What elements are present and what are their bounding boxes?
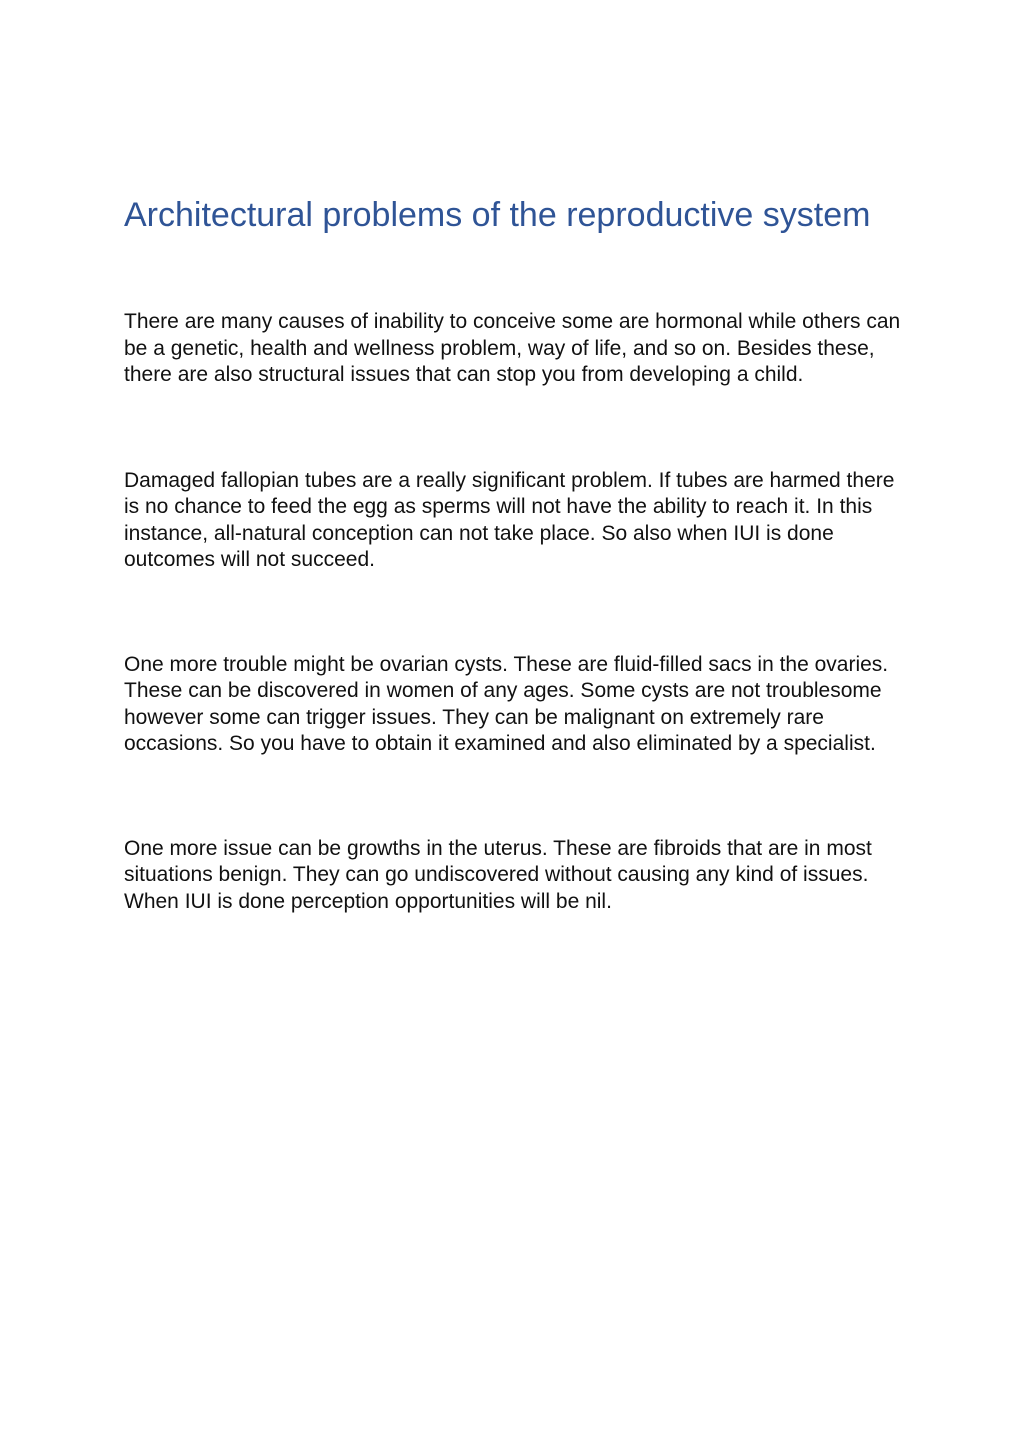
document-content: [124, 193, 914, 915]
document-title: Architectural problems of the reproductive system: [124, 196, 871, 234]
paragraph-ovarian-cysts: One more trouble might be ovarian cysts. These are fluid-filled sacs in the ovaries. These can be discovered in women of any ages. Some cysts are not troublesome however some can trigger issues. They can be malignant on extremely rare occasions. So you have to obtain it examined and also eliminated by a specialist.: [124, 652, 889, 755]
paragraph-infertility-causes: There are many causes of inability to conceive some are hormonal while others can be a genetic, health and wellness problem, way of life, and so on. Besides these, there are also structural issues that can stop you from developing a child.: [124, 310, 901, 386]
paragraph-fallopian-tubes: Damaged fallopian tubes are a really significant problem. If tubes are harmed there is no chance to feed the egg as sperms will not have the ability to reach it. In this instance, all-natural conception can not take place. So also when IUI is done outcomes will not succeed.: [124, 468, 895, 571]
paragraph-uterine-growths: One more issue can be growths in the uterus. These are fibroids that are in most situations benign. They can go undiscovered without causing any kind of issues. When IUI is done perception opportunities will be nil.: [124, 836, 872, 913]
